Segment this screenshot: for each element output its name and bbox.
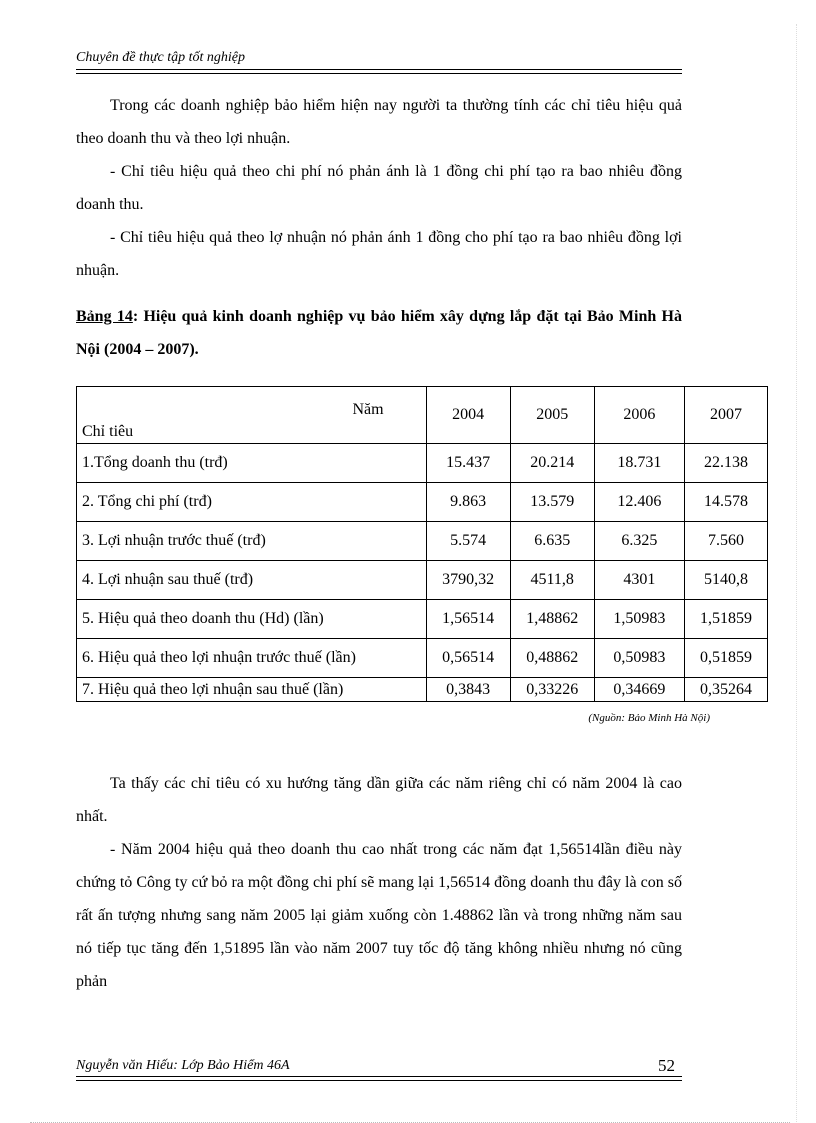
row-label: 2. Tổng chi phí (trđ) [77, 483, 427, 522]
year-header: 2004 [426, 387, 510, 444]
table-caption-text: : Hiệu quả kinh doanh nghiệp vụ bảo hiểm xây dựng lắp đặt tại Bảo Minh Hà Nội (2004 – 2007). [76, 308, 682, 358]
table-header-row [77, 387, 768, 444]
row-label: 7. Hiệu quả theo lợi nhuận sau thuế (lần) [77, 678, 427, 702]
row-value: 9.863 [426, 483, 510, 522]
row-label: 4. Lợi nhuận sau thuế (trđ) [77, 561, 427, 600]
table-caption [76, 300, 682, 366]
corner-year-label: Năm [352, 401, 384, 418]
row-value: 0,48862 [510, 639, 594, 678]
table-row [77, 483, 768, 522]
row-value: 0,56514 [426, 639, 510, 678]
row-value: 18.731 [594, 444, 684, 483]
row-value: 1,48862 [510, 600, 594, 639]
table-row [77, 561, 768, 600]
row-value: 1,51859 [684, 600, 767, 639]
table-row [77, 678, 768, 702]
row-value: 22.138 [684, 444, 767, 483]
row-value: 4301 [594, 561, 684, 600]
row-value: 0,3843 [426, 678, 510, 702]
table-row [77, 444, 768, 483]
row-value: 3790,32 [426, 561, 510, 600]
corner-metric-label: Chỉ tiêu [82, 423, 134, 440]
row-label: 5. Hiệu quả theo doanh thu (Hd) (lần) [77, 600, 427, 639]
row-value: 12.406 [594, 483, 684, 522]
row-value: 7.560 [684, 522, 767, 561]
table-corner-cell [77, 387, 427, 444]
table-caption-label: Bảng 14 [76, 308, 133, 325]
running-header: Chuyên đề thực tập tốt nghiệp [76, 50, 245, 65]
row-value: 15.437 [426, 444, 510, 483]
row-value: 5140,8 [684, 561, 767, 600]
footer-author: Nguyễn văn Hiếu: Lớp Bảo Hiểm 46A [76, 1058, 290, 1073]
row-value: 0,35264 [684, 678, 767, 702]
row-label: 3. Lợi nhuận trước thuế (trđ) [77, 522, 427, 561]
row-value: 5.574 [426, 522, 510, 561]
row-label: 6. Hiệu quả theo lợi nhuận trước thuế (lần) [77, 639, 427, 678]
footer-rule [76, 1076, 682, 1081]
intro-paragraph-2: - Chỉ tiêu hiệu quả theo chi phí nó phản ánh là 1 đồng chi phí tạo ra bao nhiêu đồng doanh thu. [76, 163, 682, 213]
row-label: 1.Tổng doanh thu (trđ) [77, 444, 427, 483]
row-value: 4511,8 [510, 561, 594, 600]
row-value: 1,56514 [426, 600, 510, 639]
table-source-note: (Nguồn: Bảo Minh Hà Nội) [588, 712, 710, 724]
row-value: 0,51859 [684, 639, 767, 678]
table-row [77, 522, 768, 561]
table-row [77, 600, 768, 639]
header-rule [76, 69, 682, 74]
intro-paragraph-3: - Chỉ tiêu hiệu quả theo lợ nhuận nó phản ánh 1 đồng cho phí tạo ra bao nhiêu đồng lợi nhuận. [76, 229, 682, 279]
row-value: 6.635 [510, 522, 594, 561]
row-value: 0,50983 [594, 639, 684, 678]
year-header: 2007 [684, 387, 767, 444]
row-value: 13.579 [510, 483, 594, 522]
table-row [77, 639, 768, 678]
row-value: 6.325 [594, 522, 684, 561]
page-edge-right [796, 24, 797, 1122]
row-value: 1,50983 [594, 600, 684, 639]
page-number: 52 [658, 1056, 675, 1075]
row-value: 20.214 [510, 444, 594, 483]
row-value: 0,34669 [594, 678, 684, 702]
year-header: 2005 [510, 387, 594, 444]
analysis-paragraph-2: - Năm 2004 hiệu quả theo doanh thu cao nhất trong các năm đạt 1,56514lần điều này chứng tỏ Công ty cứ bỏ ra một đồng chi phí sẽ mang lại 1,56514 đồng doanh thu đây là con số rất ấn tượng nhưng sang năm 2005 lại giảm xuống còn 1.48862 lần và trong những năm sau nó tiếp tục tăng đến 1,51895 lần vào năm 2007 tuy tốc độ tăng không nhiều nhưng nó cũng phản [76, 841, 682, 990]
year-header: 2006 [594, 387, 684, 444]
row-value: 14.578 [684, 483, 767, 522]
row-value: 0,33226 [510, 678, 594, 702]
analysis-paragraph-1: Ta thấy các chỉ tiêu có xu hướng tăng dần giữa các năm riêng chỉ có năm 2004 là cao nhất. [76, 775, 682, 825]
intro-paragraph-1: Trong các doanh nghiệp bảo hiểm hiện nay người ta thường tính các chỉ tiêu hiệu quả theo doanh thu và theo lợi nhuận. [76, 97, 682, 147]
efficiency-table [76, 386, 768, 702]
